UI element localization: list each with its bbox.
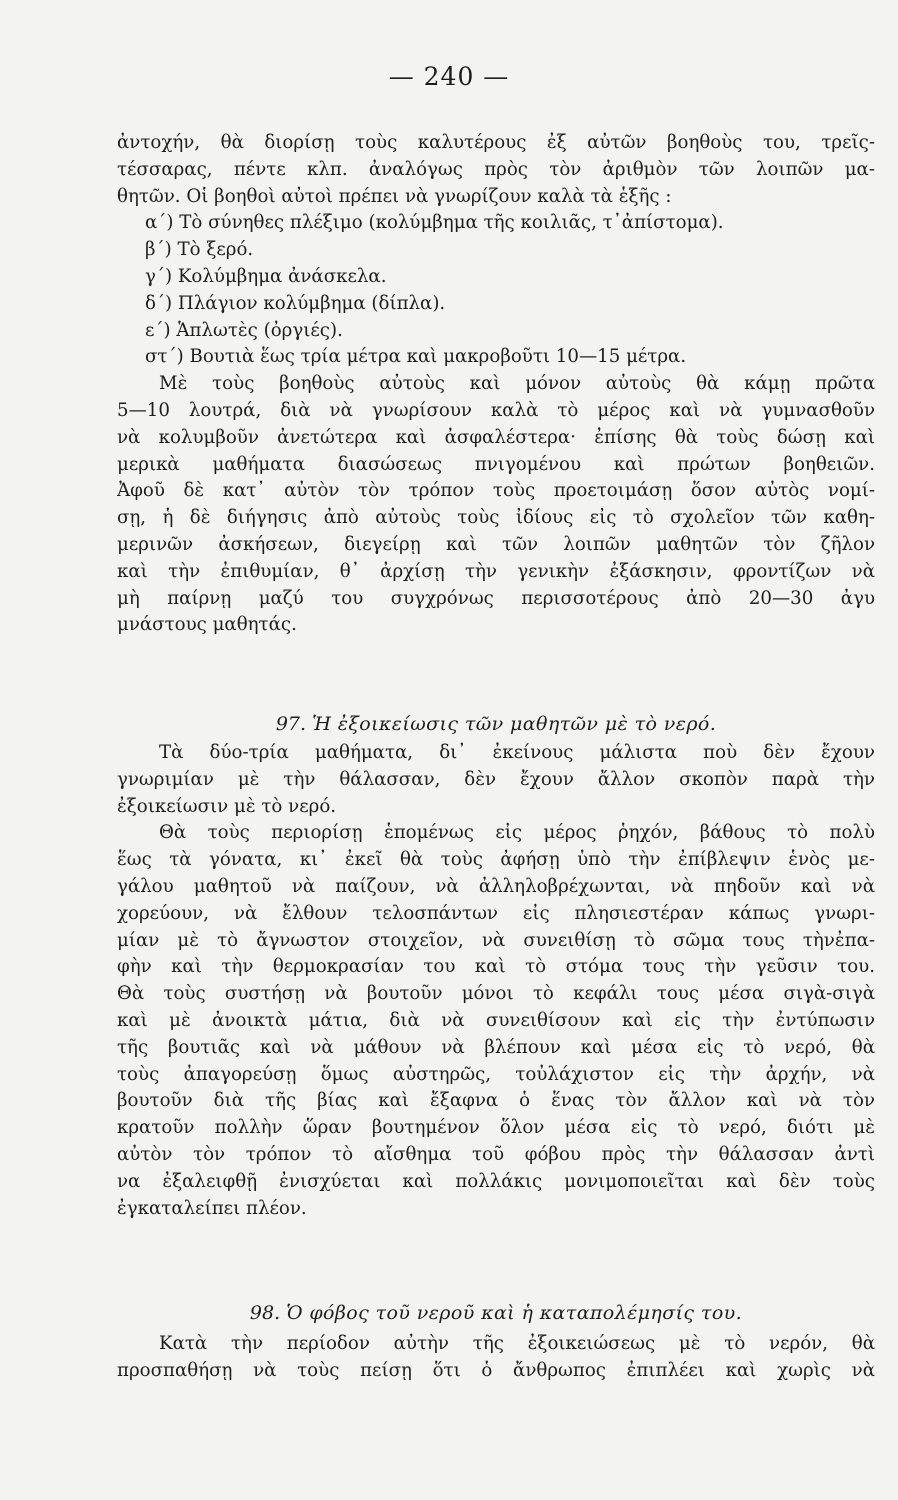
text-line: Τὰ δύο-τρία μαθήματα, δι᾽ ἐκείνους μάλιστα ποὺ δὲν ἔχουν <box>159 742 875 763</box>
section-number-97: 97. <box>275 713 307 735</box>
text-line: βουτοῦν διὰ τῆς βίας καὶ ἔξαφνα ὁ ἕνας τὸν ἄλλον καὶ νὰ τὸν <box>117 1090 875 1112</box>
text-line: ε΄) Ἁπλωτὲς (ὀργιές). <box>145 319 343 341</box>
text-line: γ΄) Κολύμβημα ἀνάσκελα. <box>145 265 387 287</box>
text-line: ἐγκαταλείπει πλέον. <box>117 1197 307 1219</box>
section-title-97: Ἡ ἐξοικείωσις τῶν μαθητῶν μὲ τὸ νερό. <box>312 713 717 735</box>
page-number: — 240 — <box>388 62 510 91</box>
text-line: τοὺς ἀπαγορεύσῃ ὅμως αὐστηρῶς, τοὐλάχιστον εἰς τὴν ἀρχήν, νὰ <box>117 1063 875 1085</box>
text-line: δ΄) Πλάγιον κολύμβημα (δίπλα). <box>145 292 446 314</box>
text-line: θητῶν. Οἱ βοηθοὶ αὐτοὶ πρέπει νὰ γνωρίζουν καλὰ τὰ ἑξῆς : <box>117 185 672 207</box>
text-line: κρατοῦν πολλὴν ὥραν βουτημένον ὅλον μέσα εἰς τὸ νερό, διότι μὲ <box>117 1117 875 1139</box>
text-line: β΄) Τὸ ξερό. <box>145 239 254 261</box>
text-line: μνάστους μαθητάς. <box>117 614 297 636</box>
text-line: αὐτὸν τὸν τρόπον τὸ αἴσθημα τοῦ φόβου πρὸς τὴν θάλασσαν ἀντὶ <box>117 1143 875 1165</box>
paragraph-block-section-98 <box>117 1331 875 1385</box>
paragraph-block-top <box>117 130 875 639</box>
text-line: μερικὰ μαθήματα διασώσεως πνιγομένου καὶ πρώτων βοηθειῶν. <box>117 453 875 475</box>
text-line: τῆς βουτιᾶς καὶ νὰ μάθουν νὰ βλέπουν καὶ μέσα εἰς τὸ νερό, θὰ <box>117 1036 875 1058</box>
text-line: τέσσαρας, πέντε κλπ. ἀναλόγως πρὸς τὸν ἀριθμὸν τῶν λοιπῶν μα- <box>117 158 875 180</box>
section-number-98: 98. <box>249 1302 281 1324</box>
text-line: α΄) Τὸ σύνηθες πλέξιμο (κολύμβημα τῆς κοιλιᾶς, τ᾽ἀπίστομα). <box>145 212 724 234</box>
text-line: Θὰ τοὺς περιορίσῃ ἑπομένως εἰς μέρος ῥηχόν, βάθους τὸ πολὺ <box>159 822 875 844</box>
section-heading-97 <box>117 711 875 738</box>
text-line: ἕως τὰ γόνατα, κι᾽ ἐκεῖ θὰ τοὺς ἀφήσῃ ὑπὸ τὴν ἐπίβλεψιν ἑνὸς με- <box>117 849 875 871</box>
text-line: μίαν μὲ τὸ ἄγνωστον στοιχεῖον, νὰ συνειθίσῃ τὸ σῶμα τους τὴνἐπα- <box>117 929 875 951</box>
text-line: προσπαθήσῃ νὰ τοὺς πείσῃ ὅτι ὁ ἄνθρωπος ἐπιπλέει καὶ χωρὶς νὰ <box>117 1359 875 1381</box>
text-line: Θὰ τοὺς συστήσῃ νὰ βουτοῦν μόνοι τὸ κεφάλι τους μέσα σιγὰ-σιγὰ <box>117 983 875 1005</box>
text-line: καὶ μὲ ἀνοικτὰ μάτια, διὰ νὰ συνειθίσουν καὶ εἰς τὴν ἐντύπωσιν <box>117 1009 875 1031</box>
section-heading-98 <box>117 1300 875 1327</box>
text-line: νὰ κολυμβοῦν ἀνετώτερα καὶ ἀσφαλέστερα· ἐπίσης θὰ τοὺς δώσῃ καὶ <box>117 426 875 448</box>
text-line: στ΄) Βουτιὰ ἕως τρία μέτρα καὶ μακροβοῦτι 10—15 μέτρα. <box>145 346 687 368</box>
paragraph-block-section-97 <box>117 740 875 1222</box>
text-line: σῃ, ἡ δὲ διήγησις ἀπὸ αὐτοὺς τοὺς ἰδίους εἰς τὸ σχολεῖον τῶν καθη- <box>117 507 875 529</box>
text-line: ἀντοχήν, θὰ διορίσῃ τοὺς καλυτέρους ἐξ αὐτῶν βοηθοὺς του, τρεῖς- <box>117 132 875 153</box>
text-line: γάλου μαθητοῦ νὰ παίζουν, νὰ ἀλληλοβρέχωνται, νὰ πηδοῦν καὶ νὰ <box>117 875 875 897</box>
text-line: καὶ τὴν ἐπιθυμίαν, θ᾽ ἀρχίσῃ τὴν γενικὴν ἐξάσκησιν, φροντίζων νὰ <box>117 560 875 582</box>
text-line: Ἀφοῦ δὲ κατ᾽ αὐτὸν τὸν τρόπον τοὺς προετοιμάσῃ ὅσον αὐτὸς νομί- <box>117 480 875 502</box>
text-line: ἐξοικείωσιν μὲ τὸ νερό. <box>117 795 337 817</box>
text-line: 5—10 λουτρά, διὰ νὰ γνωρίσουν καλὰ τὸ μέρος καὶ νὰ γυμνασθοῦν <box>117 399 875 421</box>
text-line: γνωριμίαν μὲ τὴν θάλασσαν, δὲν ἔχουν ἄλλον σκοπὸν παρὰ τὴν <box>117 768 875 790</box>
text-line: φὴν καὶ τὴν θερμοκρασίαν του καὶ τὸ στόμα τους τὴν γεῦσιν του. <box>117 956 875 978</box>
section-title-98: Ὁ φόβος τοῦ νεροῦ καὶ ἡ καταπολέμησίς του. <box>286 1302 743 1324</box>
text-line: Μὲ τοὺς βοηθοὺς αὐτοὺς καὶ μόνον αὐτοὺς θὰ κάμῃ πρῶτα <box>159 373 875 395</box>
text-line: μερινῶν ἀσκήσεων, διεγείρῃ καὶ τῶν λοιπῶν μαθητῶν τὸν ζῆλον <box>117 533 875 555</box>
text-line: μὴ παίρνῃ μαζύ του συγχρόνως περισσοτέρους ἀπὸ 20—30 ἀγυ <box>117 587 875 609</box>
text-line: χορεύουν, νὰ ἔλθουν τελοσπάντων εἰς πλησιεστέραν κάπως γνωρι- <box>117 902 875 924</box>
text-line: να ἐξαλειφθῇ ἐνισχύεται καὶ πολλάκις μονιμοποιεῖται καὶ δὲν τοὺς <box>117 1170 875 1192</box>
text-line: Κατὰ τὴν περίοδον αὐτὴν τῆς ἐξοικειώσεως μὲ τὸ νερόν, θὰ <box>159 1333 875 1354</box>
